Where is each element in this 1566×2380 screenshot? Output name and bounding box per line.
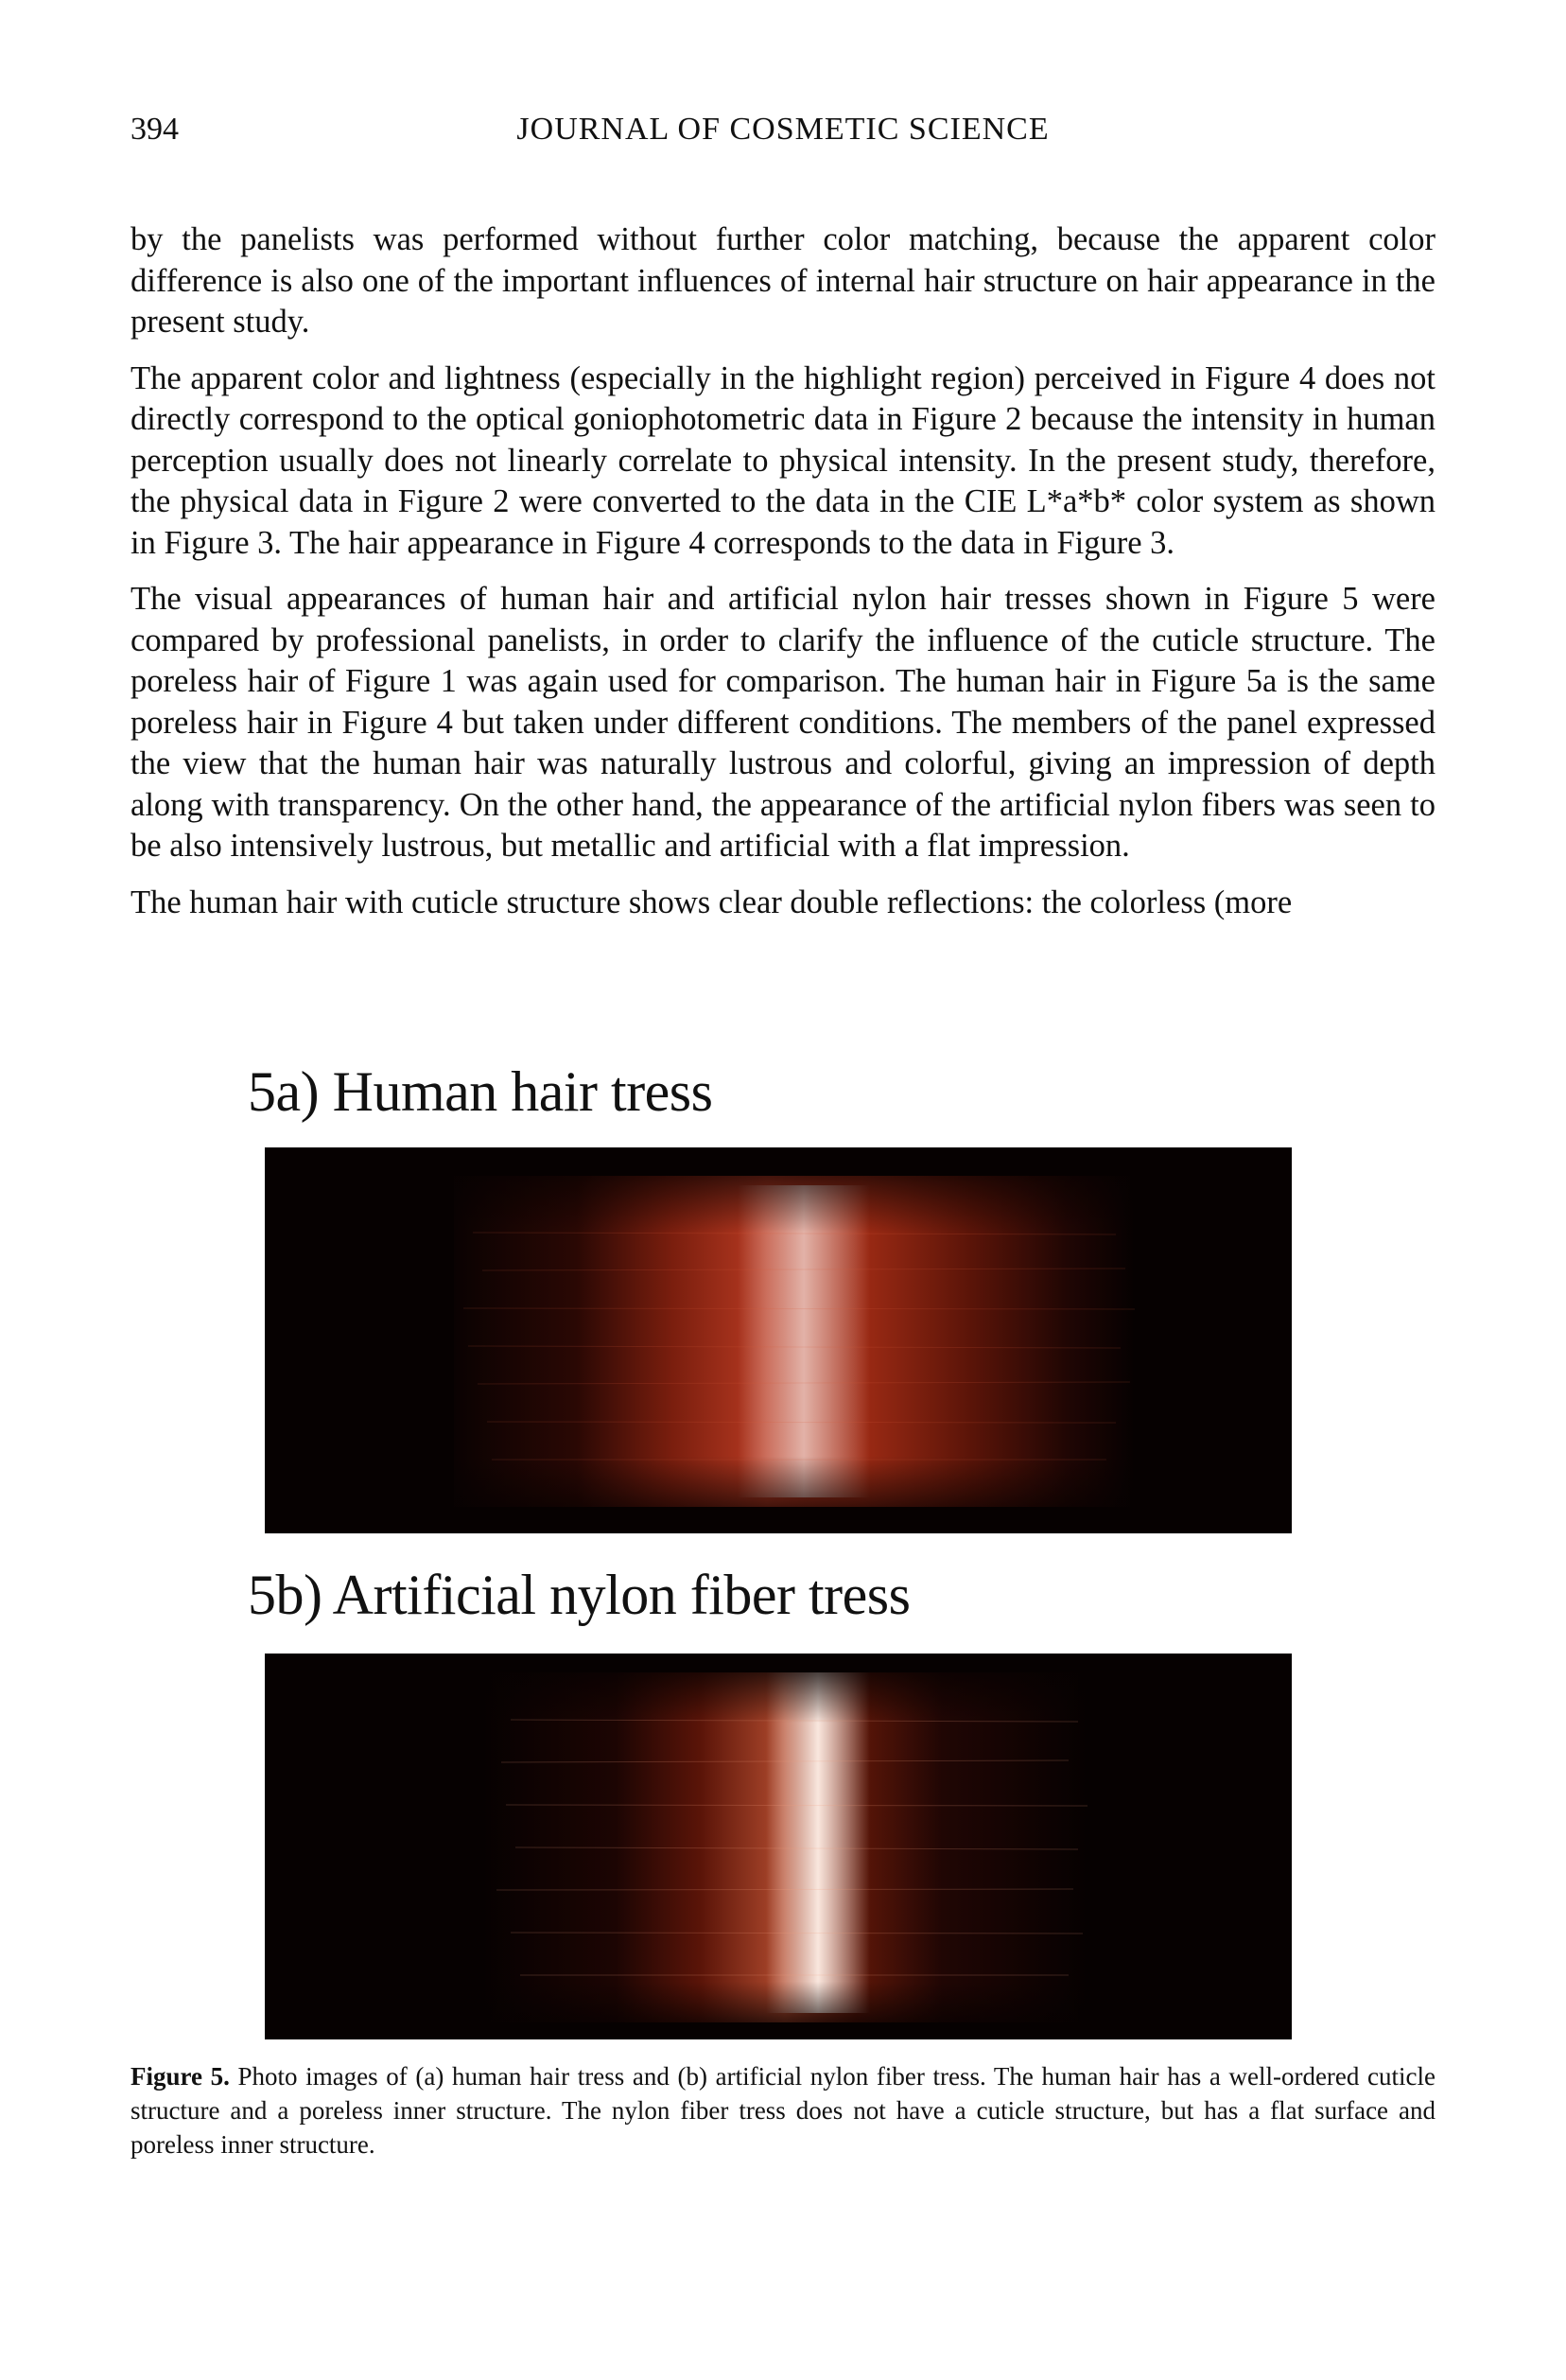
running-header: [130, 112, 1436, 168]
nylon-fiber-tress-photo: [265, 1654, 1292, 2039]
paragraph-3: The visual appearances of human hair and artificial nylon hair tresses shown in Figure 5 were compared by professional panelists, in order to clarify the influence of the cuticle structure. The poreless hair of Figure 1 was again used for comparison. The human hair in Figure 5a is the same poreless hair in Figure 4 but taken under different conditions. The members of the panel expressed the view that the human hair was naturally lustrous and colorful, giving an impression of depth along with transparency. On the other hand, the appearance of the artificial nylon fibers was seen to be also intensively lustrous, but metallic and artificial with a flat impression.: [130, 581, 1436, 864]
caption-text: Photo images of (a) human hair tress and (b) artificial nylon fiber tress. The human hair has a well-ordered cuticle structure and a poreless inner structure. The nylon fiber tress does not have a cuticle structure, but has a flat surface and poreless inner structure.: [130, 2062, 1436, 2159]
body-text: [130, 219, 1436, 938]
figure-5a-label: 5a) Human hair tress: [248, 1060, 713, 1123]
journal-title: JOURNAL OF COSMETIC SCIENCE: [516, 112, 1050, 147]
caption-label: Figure 5.: [130, 2062, 230, 2091]
figure-5b-label: 5b) Artificial nylon fiber tress: [248, 1564, 911, 1626]
paragraph-4: The human hair with cuticle structure shows clear double reflections: the colorless (more: [130, 884, 1293, 920]
paragraph-1: by the panelists was performed without further color matching, because the apparent color difference is also one of the important influences of internal hair structure on hair appearance in the present study.: [130, 221, 1436, 340]
page-number: 394: [130, 112, 179, 147]
figure-caption: [130, 2059, 1436, 2161]
human-hair-tress-photo: [265, 1147, 1292, 1533]
paragraph-2: The apparent color and lightness (especially in the highlight region) perceived in Figure 4 does not directly correspond to the optical goniophotometric data in Figure 2 because the intensity in human perception usually does not linearly correlate to physical intensity. In the present study, therefore, the physical data in Figure 2 were converted to the data in the CIE L*a*b* color system as shown in Figure 3. The hair appearance in Figure 4 corresponds to the data in Figure 3.: [130, 359, 1436, 561]
